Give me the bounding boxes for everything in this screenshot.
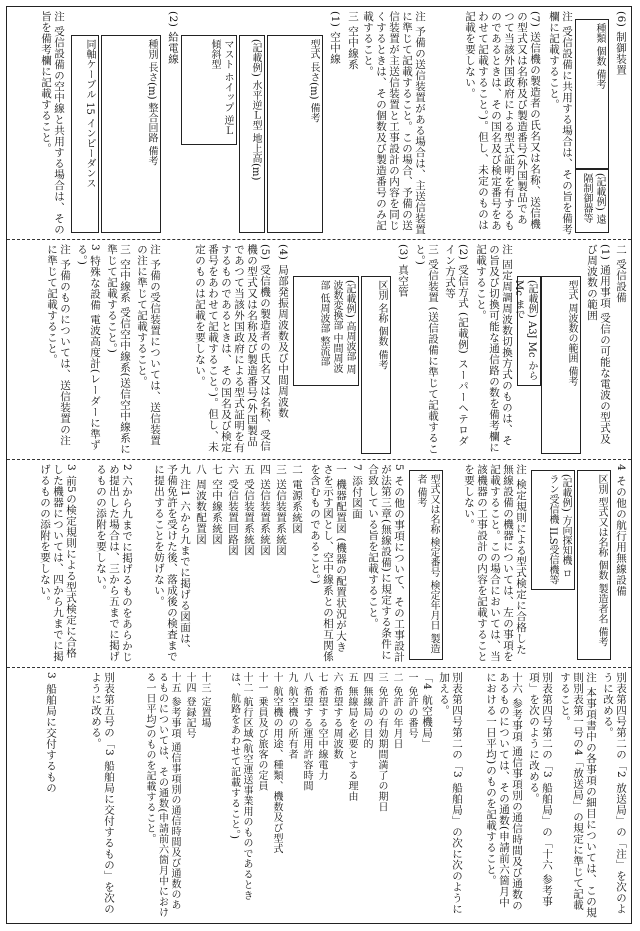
item-other-matters: 5 その他の事項について、その工事設計が法第三章(無線設備)に規定する条件に合致している旨を記載すること。 [367, 464, 405, 663]
aircraft-item-15: 十五 参考事項 通信事項別の通信時間及び通数のあるものについては、その通数(申請前六箇月中における一日平均)のものを記載すること。 [144, 672, 180, 918]
drawing-rx-system: 五 受信装置系統図 [243, 464, 255, 556]
drawing-tx-circuit: 四 送信装置系統図 [259, 464, 271, 556]
tube-table-example: (記載例) 高周波部 周波数変換部 中間周波部 低周波部 整流部 [293, 276, 359, 386]
antenna-table-header: 型式 長さ(m) 備考 [267, 35, 323, 233]
heading-feeder: (2) 給電線 [167, 11, 179, 65]
note-type-approved: 注 検定規則による型式検定に合格した無線設備の機器については、左の事項を記載すること。この場合においては、当該機器の工事設計の内容を記載することを要しない。 [463, 464, 527, 662]
freq-range-example: (記載例) A3J Mc から Mc まで [517, 276, 541, 386]
section-receiving-equipment [7, 239, 631, 459]
heading-attached-drawings: 7 添付図面 [351, 464, 363, 520]
aircraft-item-13: 十三 定置場 [199, 672, 210, 729]
aircraft-item-6: 六 希望する周波数 [331, 672, 342, 760]
heading-antenna-system: 三 空中線系 [347, 11, 359, 70]
section-other-navigation [7, 459, 631, 667]
drawing-note-2: 2 六から九までに掲げるものをあらかじめ提出した場合は、三から五までに掲げるものの添附を要しない。 [95, 464, 133, 663]
feeder-table-example: 同軸ケーブル 15 インピーダンス [71, 35, 99, 233]
nav-table-example: (記載例) 方向探知機 ロラン受信機 ILS受信機等 [531, 470, 575, 590]
control-table-example: (記載例) 遠隔制御器等 [575, 169, 609, 233]
aircraft-item-14: 十四 登録記号 [184, 672, 195, 739]
feeder-table-header: 種別 長さ(m) 整合回路 備考 [101, 35, 161, 233]
document-page [6, 6, 632, 924]
note-spare-special: 注 予備のものについては、送信装置の注に準じて記載すること。 [46, 244, 71, 446]
section-amendments-aircraft [7, 667, 631, 922]
note-control-shared: 注 受信設備に共用する場合は、その旨を備考欄に記載すること。 [548, 11, 573, 235]
schedule5-ship-item: 3 船舶局に交付するもの [45, 672, 57, 794]
antenna-table-types: マスト ホイップ 逆Ｌ 傾斜型 [181, 35, 237, 145]
heading-other-nav: 4 その他の航行用無線設備 [615, 464, 627, 597]
freq-range-table-header: 型式 周波数の範囲 備考 [541, 276, 581, 454]
aircraft-item-9: 九 航空機の所有者 [286, 672, 297, 760]
aircraft-item-10: 十 航空機の用途、種類、機数及び型式 [271, 672, 282, 855]
note-spare-receiver: 注 予備の受信装置については、送信装置の注に準じて記載すること。 [136, 244, 161, 446]
note-fixed-tuning: 注 固定周調周波数切換方式のものは、その旨及び切換可能な通信路の数を備考欄に記載すること。 [475, 244, 513, 453]
receiving-common-items: (1) 通用事項 受信の可能な電波の型式及び周波数の範囲 [586, 244, 611, 445]
aircraft-item-1: 一 免許の番号 [406, 672, 417, 739]
heading-antenna: (1) 空中線 [329, 11, 341, 65]
drawing-note-3: 3 前5の検定規則による型式検定に合格した機器については、四から九までに掲げるものの添附を要しない。 [39, 464, 77, 662]
heading-receiving: 二 受信設備 [615, 244, 627, 303]
heading-vacuum-tubes: (3) 真空管 [397, 244, 409, 298]
aircraft-item-5: 五 無線局を必要とする理由 [346, 672, 357, 802]
item-receiver-maker: (5) 受信機の製造者の氏名又は名称、受信機の型式又は名称及び製造番号(外国製品であつて当該外国政府による型式証明を有するものであるときは、その国名及び検定番号をあわせて記載すること。)。但し、未定のものは記載を要しない。 [194, 244, 271, 453]
tube-table-header: 区別 名称 個数 備考 [361, 276, 391, 454]
aircraft-item-4: 四 無線局の目的 [361, 672, 372, 750]
drawing-power: 二 電源系統図 [291, 464, 303, 534]
note-feeder-shared: 注 受信設備の空中線と共用する場合は、その旨を備考欄に記載すること。 [40, 11, 65, 235]
amend-add-aircraft: 別表第四号第二の「3 船舶局」の次に次のように加える。 [438, 672, 463, 915]
item-receiving-antenna: 三 空中線系 受信空中線系(送信空中線系に準じて記載すること。) [106, 244, 131, 455]
amend-ship-text: 十六 参考事項 通信事項別の通信時間及び通数のあるものについては、その通数(申請前六箇月中における一日平均)のものを記載すること。 [485, 672, 523, 911]
drawing-tx-system: 三 送信装置系統図 [275, 464, 287, 556]
item-receiver-unit: 三 受信装置 (送信設備に準じて記載すること。) [414, 244, 439, 455]
item-special-equipment: 3 特殊な設備 電波高度計(レーダーに準ずる。) [76, 244, 101, 451]
heading-control-device: (6) 制御装置 [615, 11, 627, 76]
note-spare-transmitter: 注 予備の送信装置がある場合は、主送信装置に準じて記載すること。この場合、予備の送信装置が主送信装置と工事設計の内容を同じくするときは、その個数及び製造番号のみ記載すること。 [362, 11, 426, 235]
drawing-antenna-system: 七 空中線系統図 [211, 464, 223, 545]
aircraft-item-2: 二 免許の年月日 [391, 672, 402, 750]
item-local-oscillator: (4) 局部発振周波数及び中間周波数 [277, 244, 289, 419]
aircraft-item-11: 十一 乗員及び旅客の定員 [256, 672, 267, 792]
amend-schedule5: 別表第五号の「3 船舶局に交付するもの」を次のように改める。 [90, 672, 115, 915]
heading-aircraft-station: 「4 航空機局」 [421, 672, 433, 750]
drawing-frequency: 八 周波数配置図 [195, 464, 207, 545]
amend-broadcast-text: 注 本事項書中の各事項の細目については、この規則別表第一号の4「放送局」の規定に準じて記載すること。 [559, 672, 597, 918]
drawing-note-1: 九 注1 六から九までに掲げる図面は、予備免許を受けた後、落成後の検査までに提出することを妨げない。 [153, 464, 191, 662]
aircraft-item-8: 八 希望する運用許容時間 [301, 672, 312, 792]
amend-ship-reference: 別表第四号第二の「3 船舶局」の「十六 参考事項」を次のように改める。 [528, 672, 553, 907]
section-transmitter-control-antenna [7, 7, 631, 239]
antenna-table-example: (記載例) 水平逆Ｌ型 地上高(m) [239, 35, 265, 233]
drawing-rx-circuit: 六 受信装置回路図 [227, 464, 239, 556]
drawing-equipment-layout: 一 機器配置図 (機器の配置状況が大きさを示す図とし、空中線系との相互関係を含むものであること。) [309, 464, 347, 662]
nav-table-header: 区別 型式又は名称 個数 製造者名 備考 [577, 470, 611, 660]
amend-broadcast-note: 別表第四号第二の「2 放送局」の「注」を次のように改める。 [602, 672, 627, 915]
aircraft-item-12: 十二 航行区域(航空運送事業用のものであるときは、航路をあわせて記載すること。) [228, 672, 252, 901]
control-table-header: 種類 個数 備考 [575, 19, 609, 169]
item-transmitter-maker: (7) 送信機の製造者の氏名又は名称、送信機の型式又は名称及び製造番号(外国製品であつて当該外国政府による型式証明を有するものであるときは、その国名及び検定番号をあわせて記載すること。)。但し、未定のものは記載を要しない。 [464, 11, 541, 231]
approved-table-header: 型式又は名称 検定番号 検定年月日 製造者 備考 [409, 470, 443, 660]
item-receiving-method: (2) 受信方式 (記載例) スーパーヘテロダイン方式等 [444, 244, 469, 447]
aircraft-item-7: 七 希望する空中線電力 [316, 672, 327, 781]
aircraft-item-3: 三 免許の有効期間満了の期日 [376, 672, 387, 813]
